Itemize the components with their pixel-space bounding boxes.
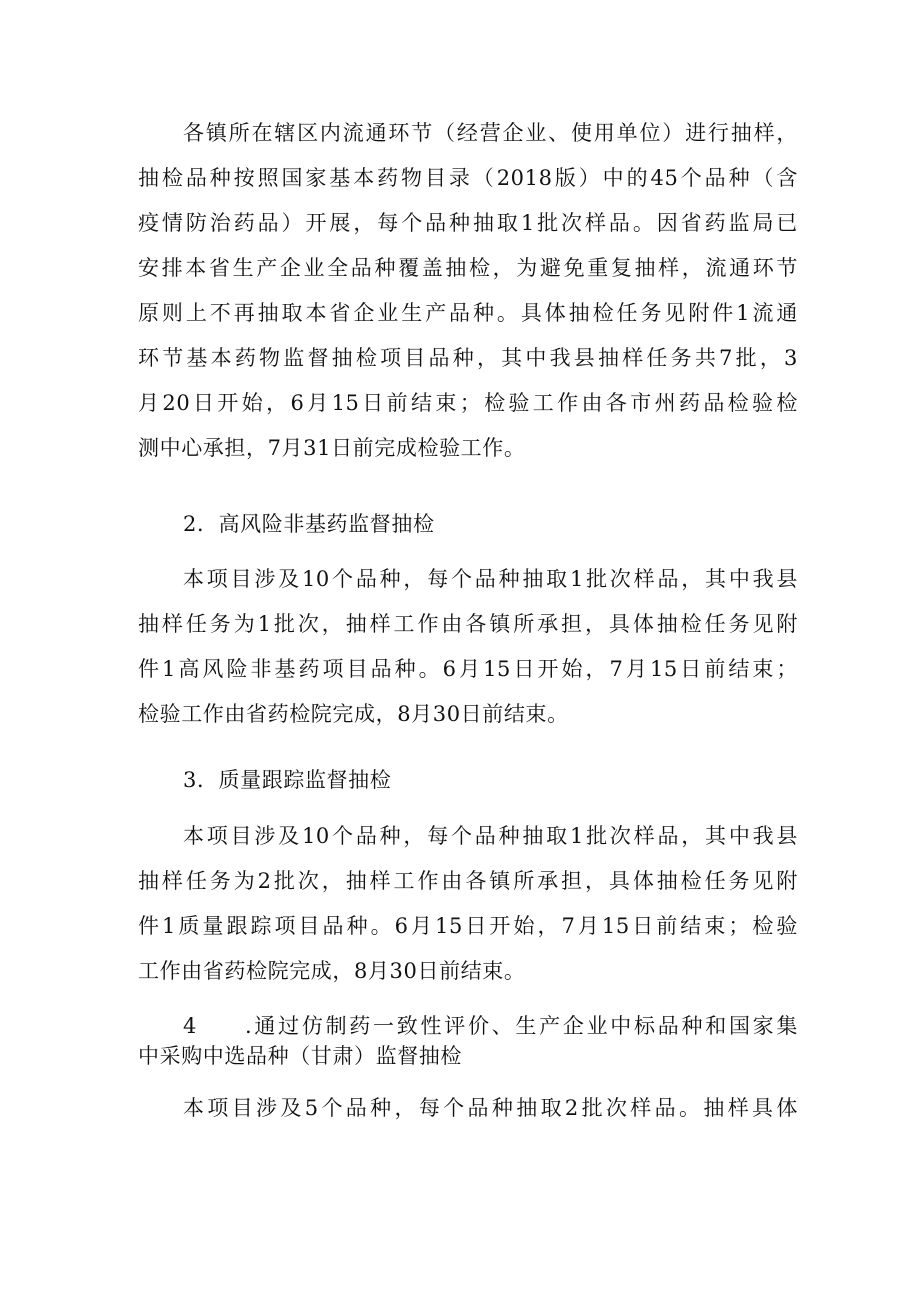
paragraph-line: 本项目涉及10个品种，每个品种抽取1批次样品，其中我县	[183, 567, 798, 591]
paragraph-line: 检验工作由省药检院完成，8月30日前结束。	[138, 702, 569, 726]
paragraph-line: 件1质量跟踪项目品种。6月15日开始，7月15日前结束；检验	[138, 914, 798, 938]
paragraph-line: 抽样任务为2批次，抽样工作由各镇所承担，具体抽检任务见附	[138, 869, 798, 893]
section-heading: 3．质量跟踪监督抽检	[183, 768, 392, 792]
paragraph-line: 本项目涉及10个品种，每个品种抽取1批次样品，其中我县	[183, 824, 798, 848]
section-heading: .通过仿制药一致性评价、生产企业中标品种和国家集	[245, 1014, 798, 1038]
section-heading-continued: 中采购中选品种（甘肃）监督抽检	[138, 1044, 462, 1068]
paragraph-line: 抽样任务为1批次，抽样工作由各镇所承担，具体抽检任务见附	[138, 612, 798, 636]
paragraph-line: 本项目涉及5个品种，每个品种抽取2批次样品。抽样具体	[183, 1096, 798, 1120]
paragraph-line: 安排本省生产企业全品种覆盖抽检，为避免重复抽样，流通环节	[138, 256, 798, 280]
paragraph-line: 件1高风险非基药项目品种。6月15日开始，7月15日前结束；	[138, 657, 798, 681]
section-heading: 2．高风险非基药监督抽检	[183, 512, 435, 536]
paragraph-line: 抽检品种按照国家基本药物目录（2018版）中的45个品种（含	[138, 166, 798, 190]
paragraph-line: 工作由省药检院完成，8月30日前结束。	[138, 959, 526, 983]
paragraph-line: 环节基本药物监督抽检项目品种，其中我县抽样任务共7批，3	[138, 346, 798, 370]
paragraph-line: 各镇所在辖区内流通环节（经营企业、使用单位）进行抽样，	[183, 121, 798, 145]
paragraph-line: 月20日开始，6月15日前结束；检验工作由各市州药品检验检	[138, 391, 798, 415]
paragraph-line: 原则上不再抽取本省企业生产品种。具体抽检任务见附件1流通	[138, 301, 798, 325]
section-number: 4	[183, 1014, 197, 1038]
paragraph-line: 疫情防治药品）开展，每个品种抽取1批次样品。因省药监局已	[138, 211, 798, 235]
paragraph-line: 测中心承担，7月31日前完成检验工作。	[138, 436, 526, 460]
